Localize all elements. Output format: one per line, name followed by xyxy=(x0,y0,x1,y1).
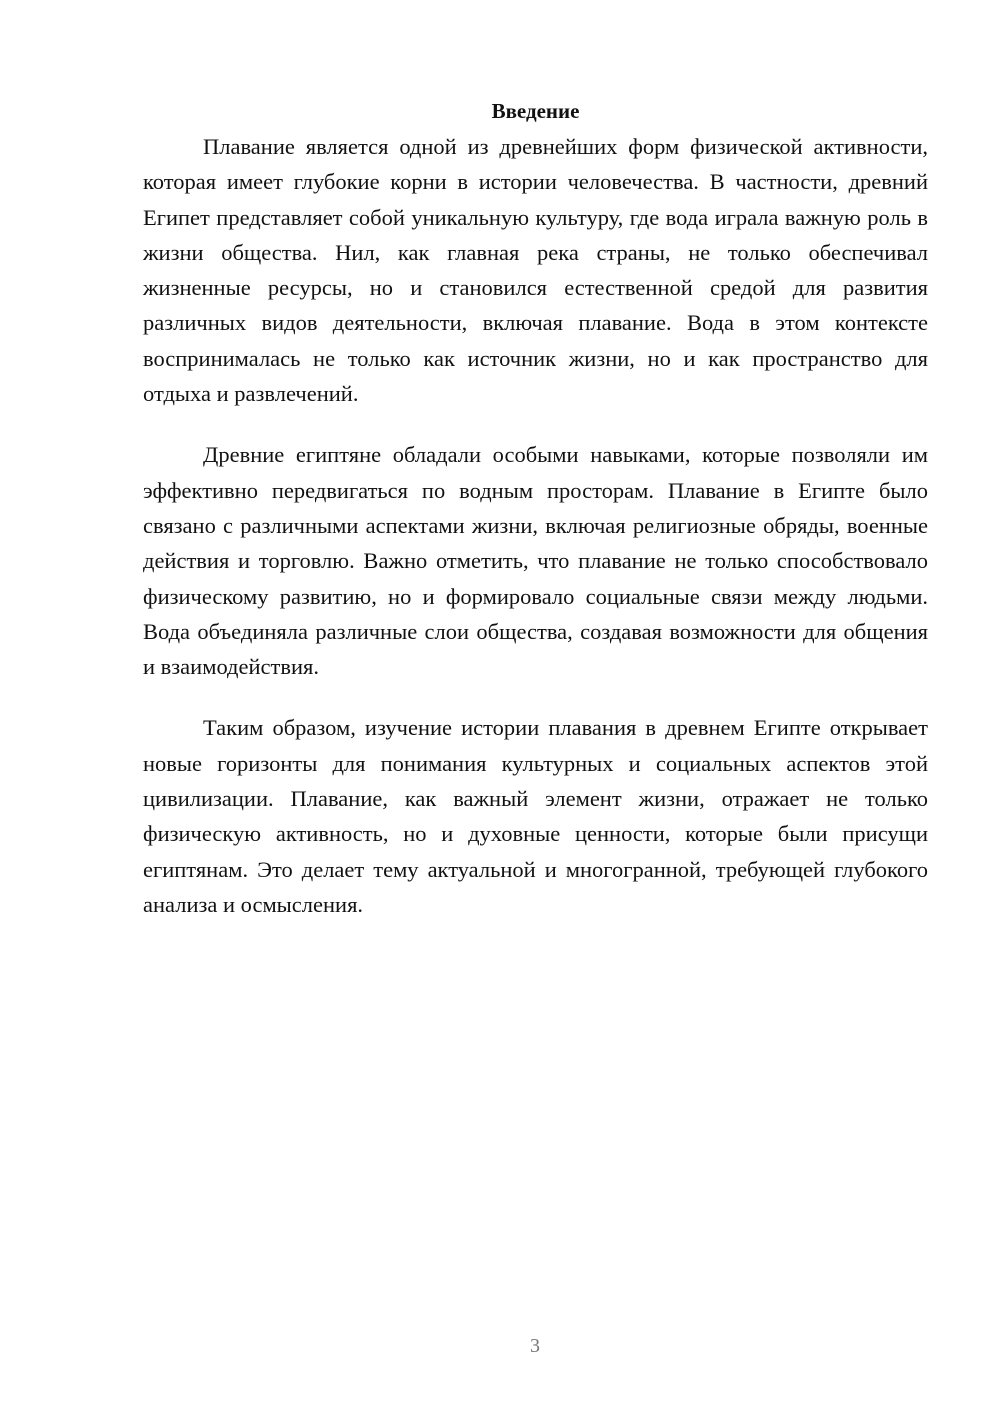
page-content xyxy=(143,94,928,922)
paragraph-1: Плавание является одной из древнейших форм физической активности, которая имеет глубокие корни в истории человечества. В частности, древний Египет представляет собой уникальную культуру, где вода играла важную роль в жизни общества. Нил, как главная река страны, не только обеспечивал жизненные ресурсы, но и становился естественной средой для развития различных видов деятельности, включая плавание. Вода в этом контексте воспринималась не только как источник жизни, но и как пространство для отдыха и развлечений. xyxy=(143,134,928,407)
paragraph-2: Древние египтяне обладали особыми навыками, которые позволяли им эффективно передвигаться по водным просторам. Плавание в Египте было связано с различными аспектами жизни, включая религиозные обряды, военные действия и торговлю. Важно отметить, что плавание не только способствовало физическому развитию, но и формировало социальные связи между людьми. Вода объединяла различные слои общества, создавая возможности для общения и взаимодействия. xyxy=(143,442,928,680)
page-number: 3 xyxy=(530,1335,540,1357)
section-title: Введение xyxy=(491,99,580,123)
paragraph-3: Таким образом, изучение истории плавания в древнем Египте открывает новые горизонты для понимания культурных и социальных аспектов этой цивилизации. Плавание, как важный элемент жизни, отражает не только физическую активность, но и духовные ценности, которые были присущи египтянам. Это делает тему актуальной и многогранной, требующей глубокого анализа и осмысления. xyxy=(143,715,928,917)
